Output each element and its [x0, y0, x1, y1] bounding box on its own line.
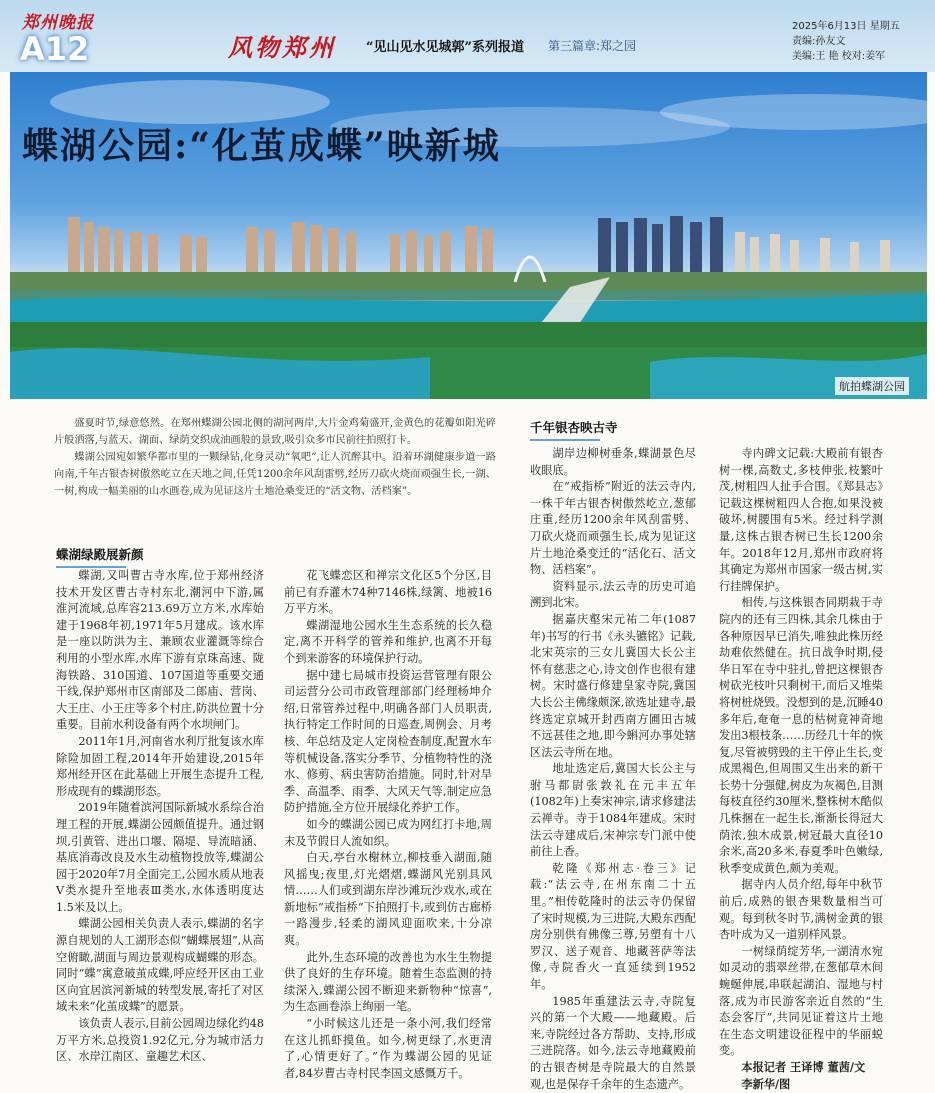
lead-paragraph: 蝶湖公园宛如繁华都市里的一颗绿钻,化身灵动“氧吧”,让人沉醉其中。沿着环湖健康步道一路向南,千年古银杏树傲然屹立在天地之间,任凭1200余年风刮雷劈,经历刀砍火烧而顽强生长,一湖、一树,构成一幅美丽的山水画卷,成为见证这片土地沧桑变迁的“活文物、活档案”。 [54, 452, 496, 497]
paragraph: 湖岸边柳树垂条,蝶湖景色尽收眼底。 [530, 447, 696, 477]
section-heading: 千年银杏映古寺 [530, 418, 618, 441]
paragraph: 寺内碑文记载:大殿前有银杏树一棵,高数丈,多枝伸张,枝繁叶茂,树粗四人扯手合围。《郑县志》记载这棵树粗四人合抱,如果没被破坏,树腰围有5米。经过科学测量,这株古银杏树已生长1200余年。2018年12月,郑州市政府将其确定为郑州市国家一级古树,实行挂牌保护。 [719, 447, 883, 593]
paragraph: 地址选定后,冀国大长公主与驸马都尉张敦礼在元丰五年(1082年)上奏宋神宗,请求修建法云禅寺。寺于1084年建成。宋时法云寺建成后,宋神宗专门派中使前往上香。 [530, 762, 696, 859]
photo-caption: 航拍蝶湖公园 [835, 377, 909, 395]
paragraph: 2019年随着滨河国际新城水系综合治理工程的开展,蝶湖公园颇值提升。通过钢坝,引黄管、进出口堰、隔堤、导流暗涵、基底消毒改良及水生动植物投放等,蝶湖公园于2020年7月全面完工,公园水质从地表Ⅴ类水提升至地表Ⅲ类水,水体透明度达1.5米及以上。 [56, 801, 264, 914]
paragraph: 据中建七局城市投资运营管理有限公司运营分公司市政管理部部门经理杨坤介绍,日常管养过程中,明确各部门人员职责,执行特定工作时间的日巡查,周例会、月考核、年总结及定人定岗检查制度,配置水车等机械设备,落实分季节、分植物特性的浇水、修剪、病虫害防治措施。同时,针对旱季、高温季、雨季、大风天气等,制定应急防护措施,全方位开展绿化养护工作。 [284, 668, 492, 815]
paragraph: 此外,生态环境的改善也为水生生物提供了良好的生存环境。随着生态监测的持续深入,蝶湖公园不断迎来新物种“惊喜”,为生态画卷添上绚丽一笔。 [284, 950, 492, 1014]
paragraph: 该负责人表示,目前公园周边绿化约48万平方米,总投资1.92亿元,分为城市活力区、水岸江南区、童趣艺术区、 [56, 1017, 264, 1064]
chapter-label: 第三篇章:郑之园 [548, 39, 637, 53]
paragraph: “小时候这儿还是一条小河,我们经常在这儿抓虾摸鱼。如今,树更绿了,水更清了,心情更好了。”作为蝶湖公园的见证者,84岁曹古寺村民李国文感慨万千。 [284, 1017, 492, 1080]
section-heading: 蝶湖绿殿展新颜 [56, 545, 144, 568]
editor-line: 责编:孙友文 [792, 36, 846, 47]
paragraph: 白天,亭台水榭林立,柳枝垂入湖面,随风摇曳;夜里,灯光熠熠,蝶湖风光别具风情……人们或到湖东岸沙滩玩沙戏水,或在新地标“戒指桥”下拍照打卡,或到仿古廊桥一路漫步,轻柔的湖风迎面吹来,十分凉爽。 [284, 851, 492, 948]
paragraph: 据嘉庆壑宋元祐二年(1087年)书写的行书《永头镳铭》记载,北宋英宗的三女儿冀国大长公主怀有慈悲之心,诗文创作也很有建树。宋时盛行修建皇家寺院,冀国大长公主佛缘颇深,欲选址建寺,最终选定京城开封西南方圃田古城不远甚佳之地,即今蝌河办事处辖区法云寺所在地。 [530, 612, 696, 759]
date-line: 2025年6月13日 星期五 [792, 21, 900, 32]
article-column-2 [284, 568, 492, 1082]
paragraph: 一树绿荫绽芳华,一湖清水宛如灵动的翡翠丝带,在葱郁草木间蜿蜒伸展,串联起湖泊、湿地与村落,成为市民游客亲近自然的“生态会客厅”,共同见证着这片土地在生态文明建设征程中的华丽蜕变。 [719, 944, 883, 1058]
headline: 蝶湖公园:“化茧成蝶”映新城 [22, 125, 501, 167]
page-number: A12 [20, 30, 90, 68]
paragraph: 相传,与这株银杏同期栽于寺院内的还有三四株,其余几株由于各种原因早已消失,唯独此株历经劫难依然健在。抗日战争时期,侵华日军在寺中驻扎,曾把这棵银杏树砍光枝叶只剩树干,而后又堆柴将树桩烧毁。没想到的是,沉睡40多年后,奄奄一息的枯树竟神奇地发出3根枝条……历经几十年的恢复,尽管被劈毁的主干停止生长,变成黑褐色,但周围又生出来的新干长势十分强健,树皮为灰褐色,目测每枝直径约30厘米,整株树木酷似几株捆在一起生长,渐渐长得冠大荫浓,独木成景,树冠最大直径10余米,高20多米,春夏季叶色嫩绿,秋季变成黄色,颇为美观。 [719, 596, 883, 875]
art-line: 美编:王 艳 校对:姜军 [792, 51, 886, 62]
issue-meta [792, 19, 900, 64]
paragraph: 在“戒指桥”附近的法云寺内,一株千年古银杏树傲然屹立,葱郁庄重,经历1200余年风刮雷劈、刀砍火烧而顽强生长,成为见证这片土地沧桑变迁的“活化石、活文物、活档案”。 [530, 480, 696, 577]
series-title: “见山见水见城郭”系列报道 [366, 40, 524, 55]
byline: 李新华/图 [741, 1077, 791, 1091]
paragraph: 如今的蝶湖公园已成为网红打卡地,周末及节假日人流如织。 [284, 817, 492, 848]
newspaper-logo: 郑州晚报 [22, 13, 94, 33]
article-column-4 [719, 446, 883, 1093]
paragraph: 乾隆《郑州志·卷三》记载:“法云寺,在州东南二十五里。”相传乾隆时的法云寺仍保留了宋时规模,为三进院,大殿东西配房分别供有佛像三尊,另塑有十八罗汉、送子观音、地藏菩萨等法像,寺院香火一直延续到1952年。 [530, 861, 696, 991]
paragraph: 资料显示,法云寺的历史可追溯到北宋。 [530, 579, 696, 610]
paragraph: 蝶湖湿地公园水生生态系统的长久稳定,离不开科学的管养和维护,也离不开每个到来游客的环境保护行动。 [284, 618, 492, 665]
paragraph: 蝶湖,又叫曹古寺水库,位于郑州经济技术开发区曹古寺村东北,潮河中下游,属淮河流域,总库容213.69万立方米,水库始建于1968年初,1971年5月建成。该水库是一座以防洪为主、兼顾农业灌溉等综合利用的小型水库,水库下游有京珠高速、陇海铁路、310国道、107国道等重要交通干线,保护郑州市区南部及二郎庙、营岗、大王庄、小王庄等多个村庄,防洪位置十分重要。目前水利设备有两个水坝闸门。 [56, 569, 264, 732]
page-header [0, 0, 935, 72]
article-column-3 [530, 446, 696, 1093]
paragraph: 2011年1月,河南省水利厅批复该水库除险加固工程,2014年开始建设,2015年郑州经开区在此基础上开展生态提升工程,形成现有的蝶湖形态。 [56, 734, 264, 798]
paragraph: 据寺内人员介绍,每年中秋节前后,成熟的银杏果数量相当可观。每到秋冬时节,满树金黄的银杏叶成为又一道别样风景。 [719, 878, 883, 942]
paragraph: 蝶湖公园相关负责人表示,蝶湖的名字源自规划的人工湖形态似“蝴蝶展翅”,从高空俯瞰,湖面与周边景观构成蝴蝶的形态。同时“蝶”寓意破茧成蝶,呼应经开区由工业区向宜居滨河新城的转型发展,寄托了对区域未来“化茧成蝶”的愿景。 [56, 917, 264, 1014]
lead-paragraphs [54, 415, 496, 500]
lead-paragraph: 盛夏时节,绿意悠然。在郑州蝶湖公园北侧的湖河两岸,大片金鸡菊盛开,金黄色的花瓣如阳光碎片般洒落,与蓝天、湖面、绿荫交织成油画般的景致,吸引众多市民前往拍照打卡。 [54, 418, 496, 446]
paragraph: 花飞蝶恋区和禅宗文化区5个分区,目前已有乔灌木74种7146株,绿篱、地被16万平方米。 [284, 569, 492, 616]
article-column-1 [56, 568, 264, 1066]
column-name: 风物郑州 [228, 33, 336, 62]
paragraph: 1985年重建法云寺,寺院复兴的第一个大殿——地藏殿。后来,寺院经过各方帮助、支持,形成三进院落。如今,法云寺地藏殿前的古银杏树是寺院最大的自然景观,也是保存千余年的生态遗产。 [530, 994, 696, 1091]
byline: 本报记者 王译博 董茜/文 [741, 1060, 866, 1074]
